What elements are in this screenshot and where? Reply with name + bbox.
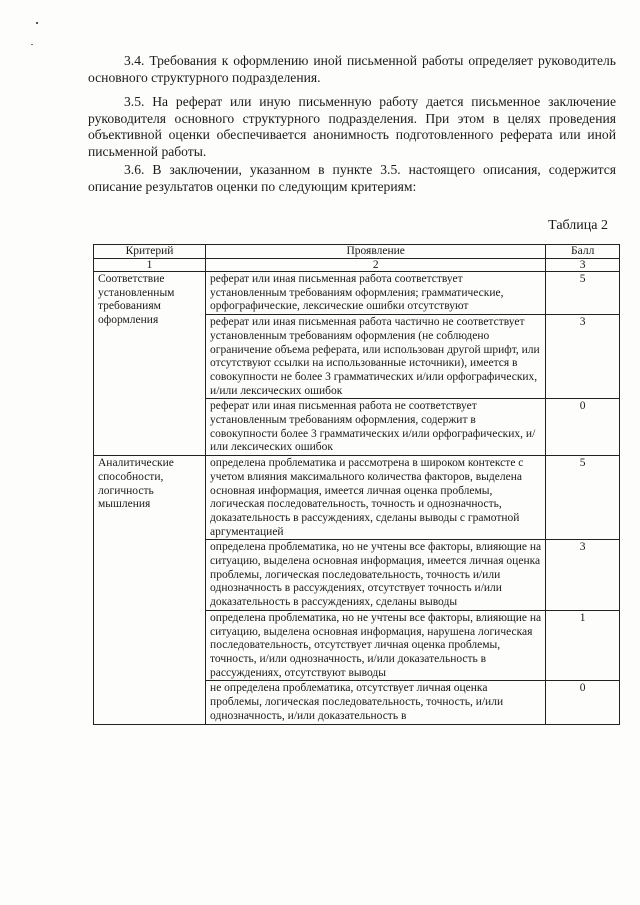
table-row xyxy=(94,272,620,315)
scan-speck xyxy=(36,22,38,24)
score-cell: 3 xyxy=(546,540,620,611)
manifestation-cell: определена проблематика, но не учтены все факторы, влияющие на ситуацию, выделена основная информация, имеется личная оценка проблемы, логическая последовательность, точность и/или однозначность в рассуждениях, отсутствует точность и/или доказательность в рассуждениях, сделаны выводы xyxy=(206,540,546,611)
score-cell: 1 xyxy=(546,610,620,681)
criterion-cell: Аналитические способности, логичность мышления xyxy=(94,456,206,724)
score-cell: 5 xyxy=(546,272,620,315)
manifestation-cell: определена проблематика, но не учтены все факторы, влияющие на ситуацию, выделена основная информация, нарушена логическая последовательность, отсутствует личная оценка проблемы, точность, и/или однозначность, и/или доказательность в рассуждениях, отсутствуют выводы xyxy=(206,610,546,681)
header-score: Балл xyxy=(546,245,620,259)
column-number: 2 xyxy=(206,259,546,272)
column-number: 1 xyxy=(94,259,206,272)
header-criterion: Критерий xyxy=(94,245,206,259)
scan-speck xyxy=(31,44,33,45)
header-manifestation: Проявление xyxy=(206,245,546,259)
manifestation-cell: реферат или иная письменная работа не соответствует установленным требованиям оформления, содержит в совокупности более 3 грамматических и/или орфографических, и/или лексических ошибок xyxy=(206,399,546,456)
manifestation-cell: реферат или иная письменная работа частично не соответствует установленным требованиям оформления (не соблюдено ограничение объема реферата, или использован другой шрифт, или отсутствуют ссылки на использованные источники), имеется в совокупности не более 3 грамматических и/или орфографических, и/или лексических ошибок xyxy=(206,315,546,399)
table-number-row xyxy=(94,259,620,272)
score-cell: 5 xyxy=(546,456,620,540)
manifestation-cell: не определена проблематика, отсутствует личная оценка проблемы, логическая последовательность, точность, и/или однозначность, и/или доказательность в xyxy=(206,681,546,724)
score-cell: 0 xyxy=(546,681,620,724)
table-row xyxy=(94,456,620,540)
paragraph-3-6: 3.6. В заключении, указанном в пункте 3.5. настоящего описания, содержится описание результатов оценки по следующим критериям: xyxy=(88,162,616,194)
manifestation-cell: реферат или иная письменная работа соответствует установленным требованиям оформления; грамматические, орфографические, лексические ошибки отсутствуют xyxy=(206,272,546,315)
table-header-row xyxy=(94,245,620,259)
paragraph-3-4: 3.4. Требования к оформлению иной письменной работы определяет руководитель основного структурного подразделения. xyxy=(88,53,616,85)
score-cell: 0 xyxy=(546,399,620,456)
criterion-cell: Соответствие установленным требованиям оформления xyxy=(94,272,206,456)
table-caption: Таблица 2 xyxy=(548,218,608,233)
criteria-table xyxy=(93,244,620,725)
score-cell: 3 xyxy=(546,315,620,399)
column-number: 3 xyxy=(546,259,620,272)
paragraph-3-5: 3.5. На реферат или иную письменную работу дается письменное заключение руководителя основного структурного подразделения. При этом в целях проведения объективной оценки обеспечивается анонимность подготовленного реферата или иной письменной работы. xyxy=(88,94,616,159)
manifestation-cell: определена проблематика и рассмотрена в широком контексте с учетом влияния максимального количества факторов, выделена основная информация, имеется личная оценка проблемы, логическая последовательность, точность и однозначность, доказательность в рассуждениях, сделаны выводы с грамотной аргументацией xyxy=(206,456,546,540)
